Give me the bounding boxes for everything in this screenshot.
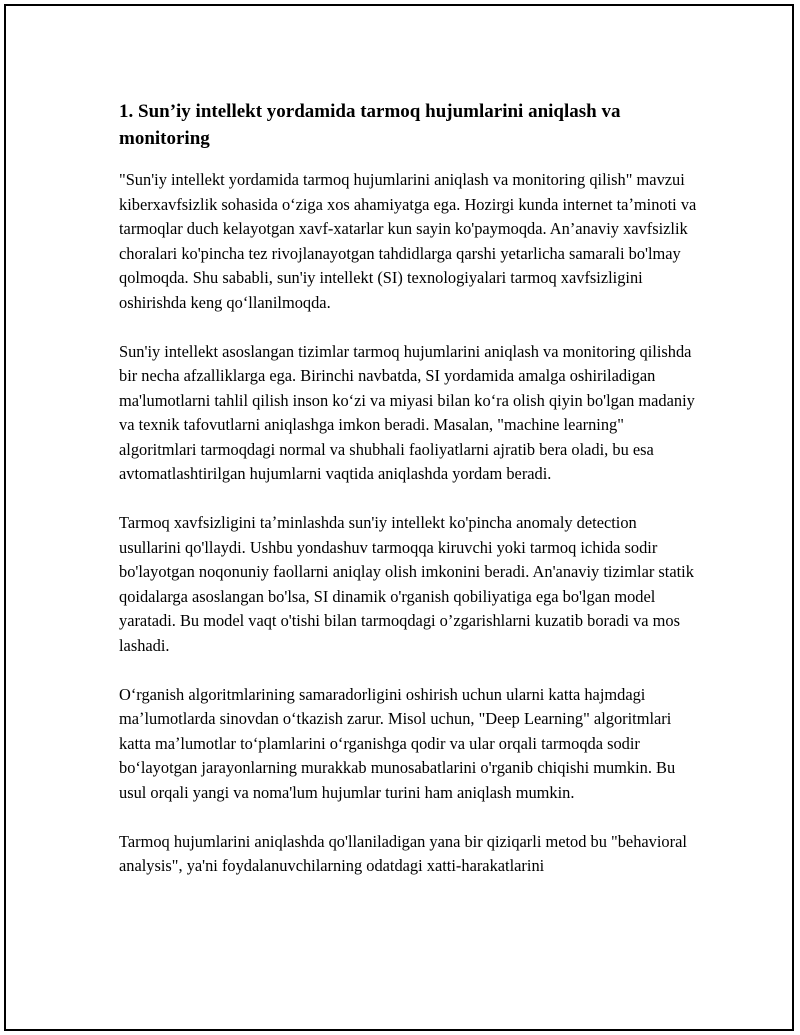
paragraph-2: Sun'iy intellekt asoslangan tizimlar tarmoq hujumlarini aniqlash va monitoring qilishda bir necha afzalliklarga ega. Birinchi navbatda, SI yordamida amalga oshiriladigan ma'lumotlarni tahlil qilish inson koʻzi va miyasi bilan koʻra olish qiyin bo'lgan madaniy va texnik tafovutlarni aniqlashga imkon beradi. Masalan, "machine learning" algoritmlari tarmoqdagi normal va shubhali faoliyatlarni ajratib bera oladi, bu esa avtomatlashtirilgan hujumlarni vaqtida aniqlashda yordam beradi.	[119, 341, 695, 483]
section-heading: 1. Sun’iy intellekt yordamida tarmoq hujumlarini aniqlash va monitoring	[119, 101, 621, 149]
document-body	[119, 98, 697, 903]
paragraph-1: "Sun'iy intellekt yordamida tarmoq hujumlarini aniqlash va monitoring qilish" mavzui kiberxavfsizlik sohasida oʻziga xos ahamiyatga ega. Hozirgi kunda internet taʼminoti va tarmoqlar duch kelayotgan xavf-xatarlar kun sayin ko'paymoqda. An’anaviy xavfsizlik choralari ko'pincha tez rivojlanayotgan tahdidlarga qarshi yetarlicha samarali bo'lmay qolmoqda. Shu sababli, sun'iy intellekt (SI) texnologiyalari tarmoq xavfsizligini oshirishda keng qoʻllanilmoqda.	[119, 170, 697, 312]
page-frame	[4, 4, 794, 1031]
paragraph-4: Oʻrganish algoritmlarining samaradorligini oshirish uchun ularni katta hajmdagi maʼlumotlarda sinovdan oʻtkazish zarur. Misol uchun, "Deep Learning" algoritmlari katta maʼlumotlar toʻplamlarini oʻrganishga qodir va ular orqali tarmoqda sodir boʻlayotgan jarayonlarning murakkab munosabatlarini o'rganib chiqishi mumkin. Bu usul orqali yangi va noma'lum hujumlar turini ham aniqlash mumkin.	[119, 684, 676, 802]
paragraph-5: Tarmoq hujumlarini aniqlashda qo'llaniladigan yana bir qiziqarli metod bu "behavioral analysis", ya'ni foydalanuvchilarning odatdagi xatti-harakatlarini	[119, 831, 687, 875]
paragraph-3: Tarmoq xavfsizligini taʼminlashda sun'iy intellekt ko'pincha anomaly detection usullarini qo'llaydi. Ushbu yondashuv tarmoqqa kiruvchi yoki tarmoq ichida sodir bo'layotgan noqonuniy faollarni aniqlay olish imkonini beradi. An'anaviy tizimlar statik qoidalarga asoslangan bo'lsa, SI dinamik o'rganish qobiliyatiga ega bo'lgan model yaratadi. Bu model vaqt o'tishi bilan tarmoqdagi o’zgarishlarni kuzatib boradi va mos lashadi.	[119, 513, 694, 655]
